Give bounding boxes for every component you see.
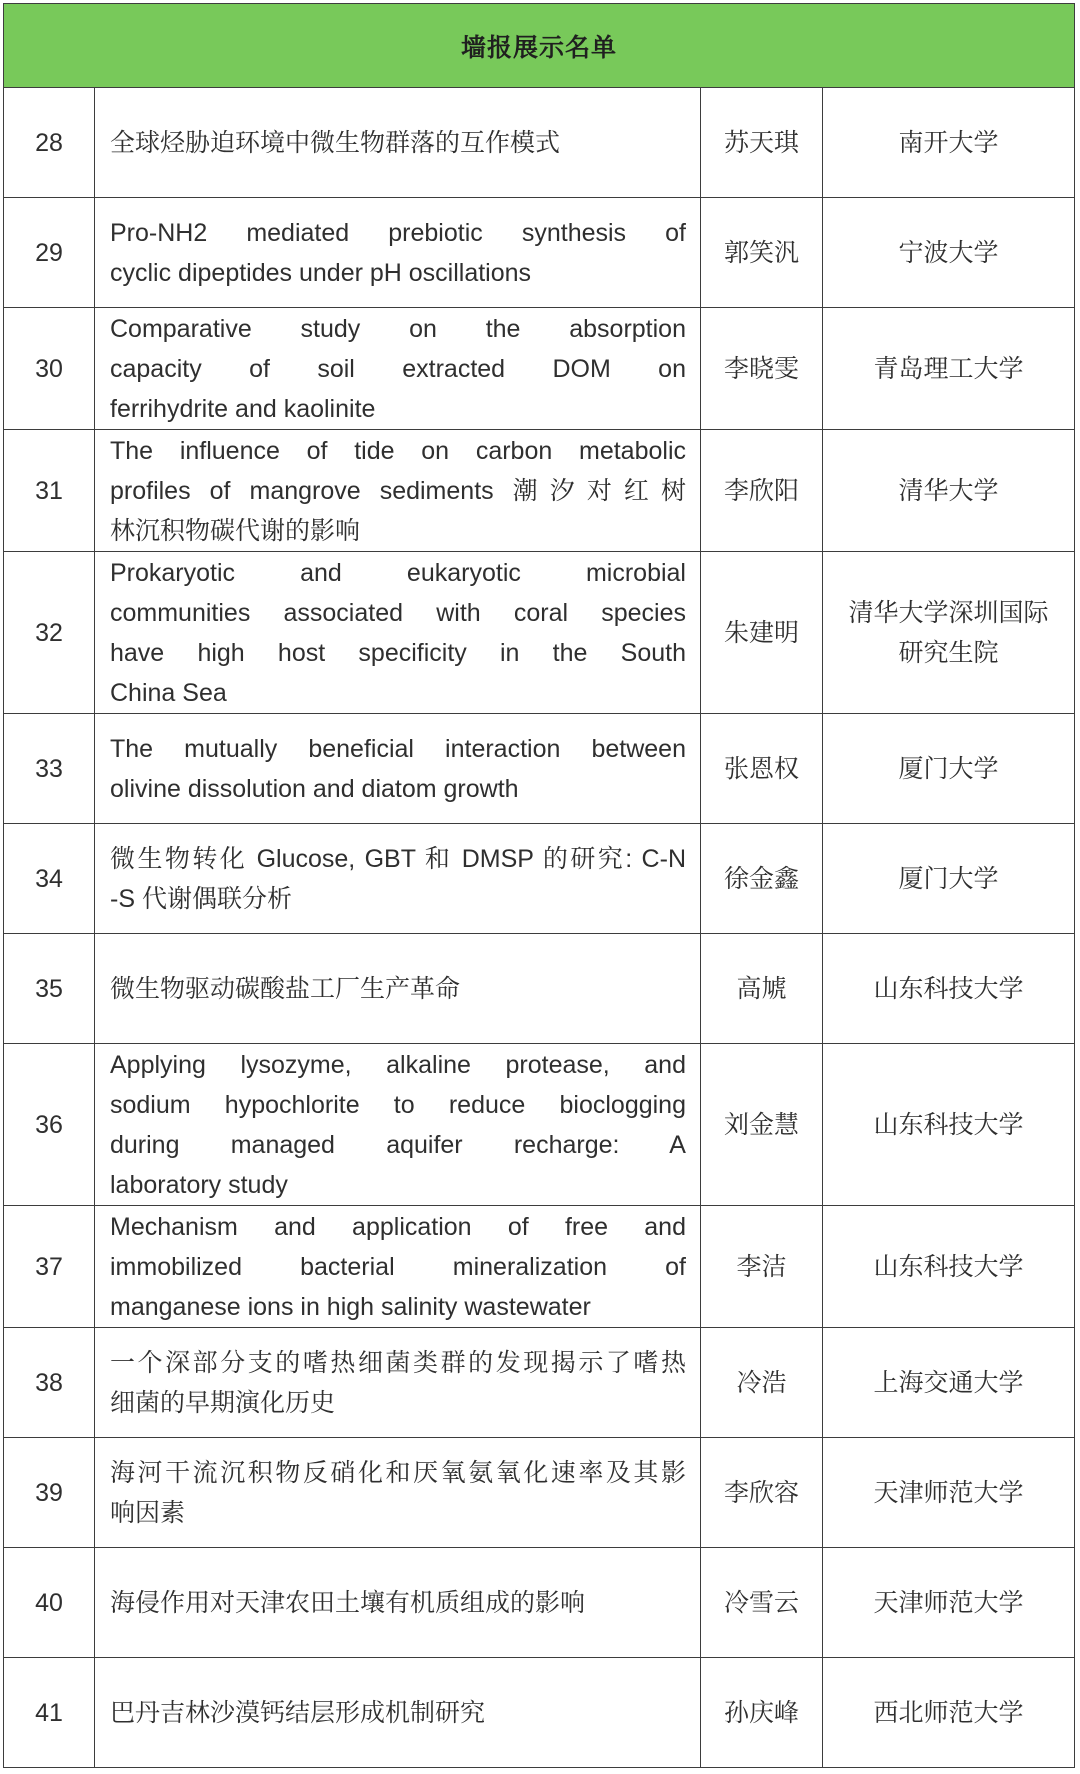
table-row bbox=[4, 1548, 1075, 1658]
poster-title bbox=[95, 198, 701, 308]
row-number: 36 bbox=[4, 1044, 95, 1206]
row-number: 40 bbox=[4, 1548, 95, 1658]
university-line: 厦门大学 bbox=[898, 864, 999, 893]
poster-title-line: laboratory study bbox=[110, 1170, 288, 1199]
university bbox=[823, 1044, 1075, 1206]
university-line: 上海交通大学 bbox=[873, 1368, 1024, 1397]
poster-title-line: have high host specificity in the South bbox=[110, 638, 686, 667]
poster-title bbox=[95, 1044, 701, 1206]
row-number: 32 bbox=[4, 552, 95, 714]
poster-title-line: olivine dissolution and diatom growth bbox=[110, 774, 519, 803]
presenter-name: 冷浩 bbox=[701, 1328, 823, 1438]
row-number: 28 bbox=[4, 88, 95, 198]
university-line: 山东科技大学 bbox=[873, 1110, 1024, 1139]
presenter-name: 苏天琪 bbox=[701, 88, 823, 198]
university bbox=[823, 198, 1075, 308]
poster-title-line: 一个深部分支的嗜热细菌类群的发现揭示了嗜热 bbox=[110, 1348, 686, 1377]
poster-title-line: 全球烃胁迫环境中微生物群落的互作模式 bbox=[110, 128, 561, 157]
poster-title-line: manganese ions in high salinity wastewater bbox=[110, 1292, 591, 1321]
poster-title-line: The influence of tide on carbon metabolic bbox=[110, 436, 686, 465]
table-row bbox=[4, 430, 1075, 552]
poster-title-line: sodium hypochlorite to reduce bioclogging bbox=[110, 1090, 686, 1119]
presenter-name: 冷雪云 bbox=[701, 1548, 823, 1658]
university bbox=[823, 88, 1075, 198]
poster-title bbox=[95, 308, 701, 430]
table-title: 墙报展示名单 bbox=[4, 4, 1075, 88]
table-row bbox=[4, 308, 1075, 430]
poster-title-line: 巴丹吉林沙漠钙结层形成机制研究 bbox=[110, 1698, 486, 1727]
poster-title bbox=[95, 1548, 701, 1658]
poster-title bbox=[95, 1206, 701, 1328]
university bbox=[823, 1548, 1075, 1658]
table-row bbox=[4, 714, 1075, 824]
table-row bbox=[4, 1044, 1075, 1206]
table-row bbox=[4, 88, 1075, 198]
poster-title-line: capacity of soil extracted DOM on bbox=[110, 354, 686, 383]
row-number: 34 bbox=[4, 824, 95, 934]
row-number: 35 bbox=[4, 934, 95, 1044]
university-line: 研究生院 bbox=[898, 638, 999, 667]
poster-title-line: ferrihydrite and kaolinite bbox=[110, 394, 376, 423]
table-row bbox=[4, 1328, 1075, 1438]
poster-list-table bbox=[3, 3, 1075, 1768]
poster-title bbox=[95, 88, 701, 198]
table-row bbox=[4, 198, 1075, 308]
presenter-name: 李欣容 bbox=[701, 1438, 823, 1548]
university-line: 天津师范大学 bbox=[873, 1588, 1024, 1617]
university-line: 南开大学 bbox=[898, 128, 999, 157]
poster-title bbox=[95, 1438, 701, 1548]
poster-title-line: Applying lysozyme, alkaline protease, and bbox=[110, 1050, 686, 1079]
poster-title bbox=[95, 1328, 701, 1438]
poster-title bbox=[95, 824, 701, 934]
poster-title-line: Mechanism and application of free and bbox=[110, 1212, 686, 1241]
poster-title-line: 林沉积物碳代谢的影响 bbox=[110, 516, 361, 545]
university-line: 清华大学深圳国际 bbox=[848, 598, 1049, 627]
university-line: 山东科技大学 bbox=[873, 974, 1024, 1003]
row-number: 37 bbox=[4, 1206, 95, 1328]
poster-title-line: 海河干流沉积物反硝化和厌氧氨氧化速率及其影 bbox=[110, 1458, 686, 1487]
poster-title bbox=[95, 714, 701, 824]
presenter-name: 李洁 bbox=[701, 1206, 823, 1328]
presenter-name: 李欣阳 bbox=[701, 430, 823, 552]
row-number: 30 bbox=[4, 308, 95, 430]
university-line: 宁波大学 bbox=[898, 238, 999, 267]
university bbox=[823, 714, 1075, 824]
poster-title-line: Prokaryotic and eukaryotic microbial bbox=[110, 558, 686, 587]
university bbox=[823, 1206, 1075, 1328]
row-number: 38 bbox=[4, 1328, 95, 1438]
presenter-name: 郭笑汎 bbox=[701, 198, 823, 308]
presenter-name: 孙庆峰 bbox=[701, 1658, 823, 1768]
table-row bbox=[4, 1658, 1075, 1768]
university-line: 天津师范大学 bbox=[873, 1478, 1024, 1507]
university bbox=[823, 1328, 1075, 1438]
poster-title-line: 响因素 bbox=[110, 1498, 186, 1527]
table-row bbox=[4, 934, 1075, 1044]
poster-title-line: The mutually beneficial interaction between bbox=[110, 734, 686, 763]
poster-title-line: immobilized bacterial mineralization of bbox=[110, 1252, 686, 1281]
university-line: 厦门大学 bbox=[898, 754, 999, 783]
university-line: 山东科技大学 bbox=[873, 1252, 1024, 1281]
row-number: 41 bbox=[4, 1658, 95, 1768]
row-number: 39 bbox=[4, 1438, 95, 1548]
table-header-row bbox=[4, 4, 1075, 88]
poster-title-line: profiles of mangrove sediments 潮汐对红树 bbox=[110, 476, 686, 505]
presenter-name: 张恩权 bbox=[701, 714, 823, 824]
poster-title-line: 微生物驱动碳酸盐工厂生产革命 bbox=[110, 974, 461, 1003]
table-body bbox=[4, 88, 1075, 1768]
row-number: 33 bbox=[4, 714, 95, 824]
university bbox=[823, 308, 1075, 430]
poster-title-line: during managed aquifer recharge: A bbox=[110, 1130, 686, 1159]
table-row bbox=[4, 1438, 1075, 1548]
poster-title bbox=[95, 430, 701, 552]
university bbox=[823, 552, 1075, 714]
row-number: 31 bbox=[4, 430, 95, 552]
table-row bbox=[4, 552, 1075, 714]
university bbox=[823, 934, 1075, 1044]
poster-title bbox=[95, 1658, 701, 1768]
poster-title bbox=[95, 552, 701, 714]
presenter-name: 李晓雯 bbox=[701, 308, 823, 430]
poster-title-line: communities associated with coral species bbox=[110, 598, 686, 627]
poster-title-line: -S 代谢偶联分析 bbox=[110, 884, 292, 913]
poster-title-line: 细菌的早期演化历史 bbox=[110, 1388, 336, 1417]
table-row bbox=[4, 1206, 1075, 1328]
poster-title-line: cyclic dipeptides under pH oscillations bbox=[110, 258, 532, 287]
poster-title-line: China Sea bbox=[110, 678, 227, 707]
presenter-name: 朱建明 bbox=[701, 552, 823, 714]
presenter-name: 刘金慧 bbox=[701, 1044, 823, 1206]
university-line: 青岛理工大学 bbox=[873, 354, 1024, 383]
university bbox=[823, 1658, 1075, 1768]
university-line: 清华大学 bbox=[898, 476, 999, 505]
presenter-name: 徐金鑫 bbox=[701, 824, 823, 934]
university bbox=[823, 430, 1075, 552]
presenter-name: 高虓 bbox=[701, 934, 823, 1044]
poster-title-line: 海侵作用对天津农田土壤有机质组成的影响 bbox=[110, 1588, 586, 1617]
poster-title-line: Pro-NH2 mediated prebiotic synthesis of bbox=[110, 218, 686, 247]
university bbox=[823, 1438, 1075, 1548]
table-row bbox=[4, 824, 1075, 934]
university-line: 西北师范大学 bbox=[873, 1698, 1024, 1727]
poster-title-line: 微生物转化 Glucose, GBT 和 DMSP 的研究: C-N bbox=[110, 844, 686, 873]
row-number: 29 bbox=[4, 198, 95, 308]
poster-title bbox=[95, 934, 701, 1044]
university bbox=[823, 824, 1075, 934]
poster-title-line: Comparative study on the absorption bbox=[110, 314, 686, 343]
